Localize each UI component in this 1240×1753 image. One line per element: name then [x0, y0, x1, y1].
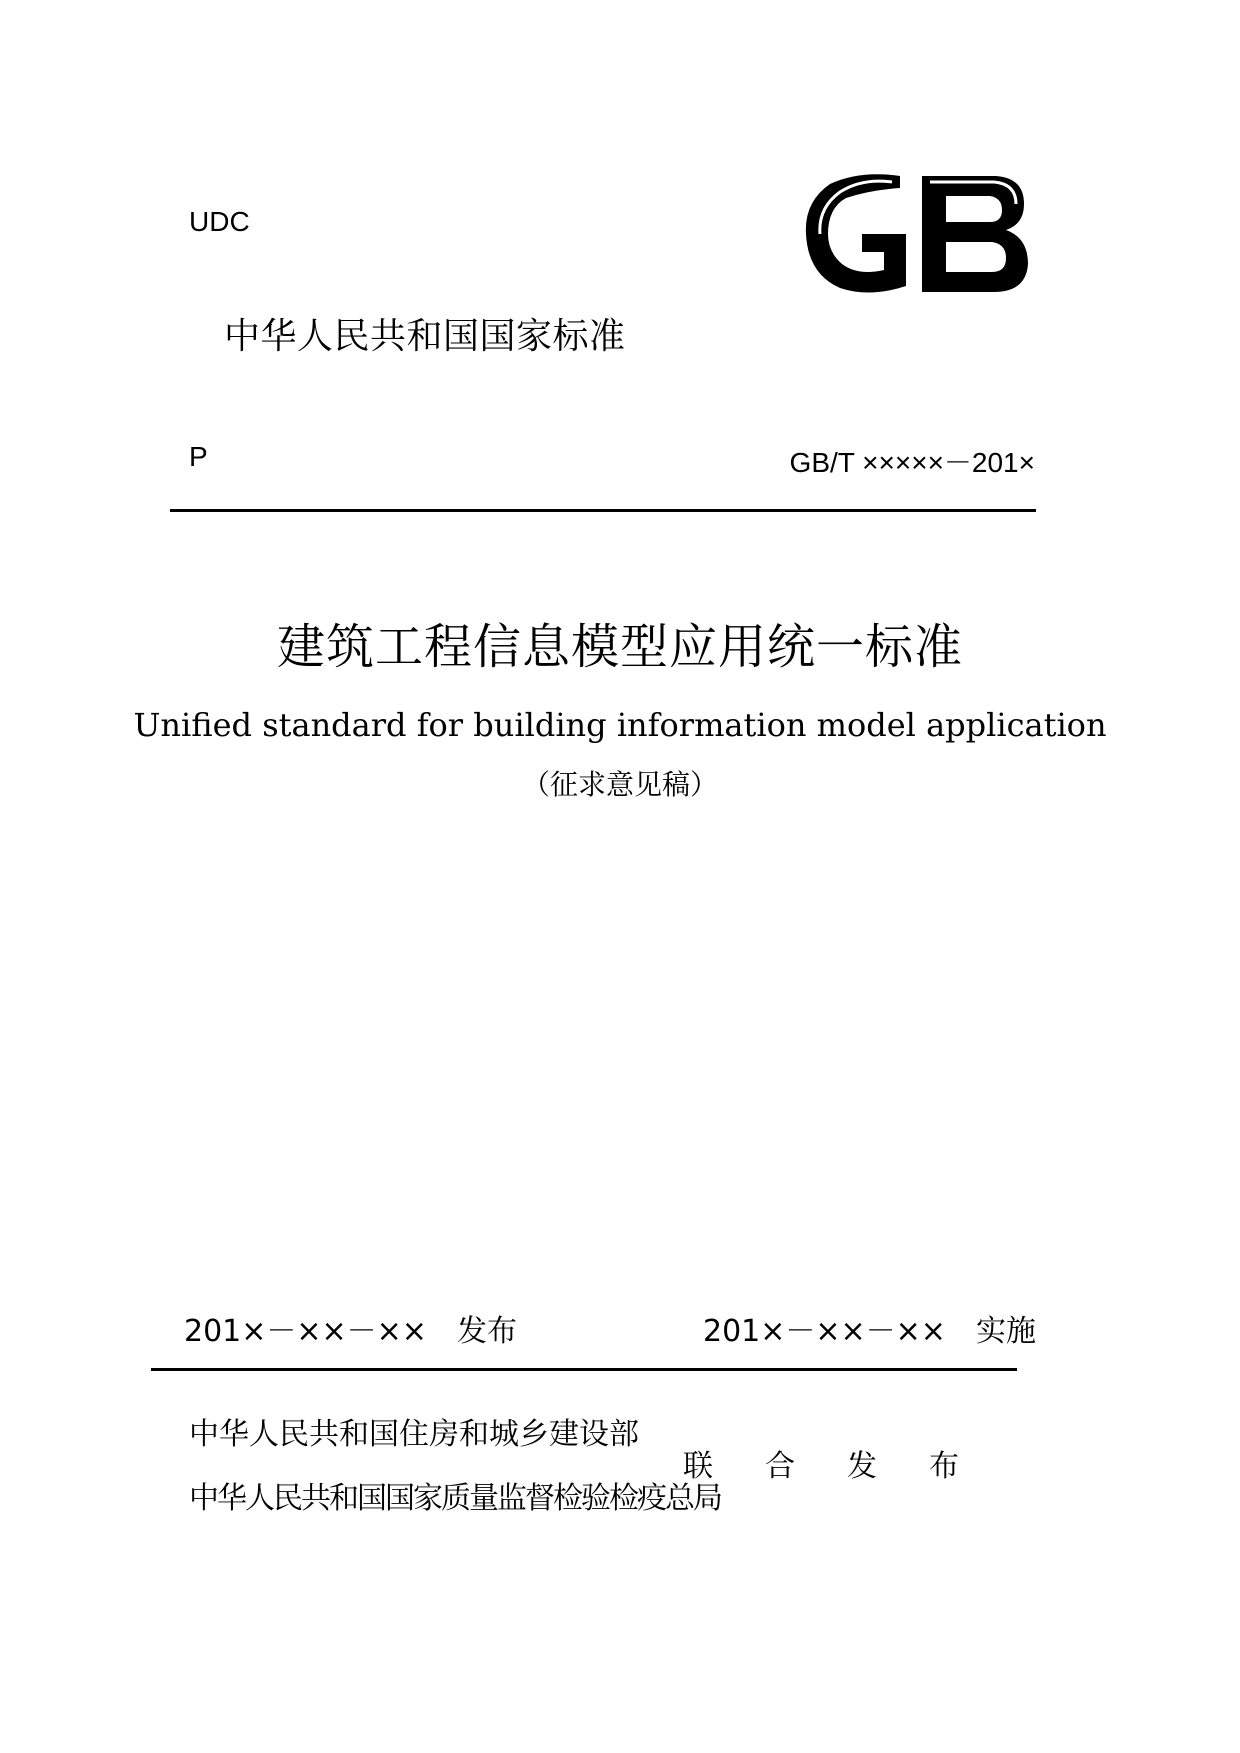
classification-category: P	[189, 441, 208, 472]
issuer-ministry: 中华人民共和国住房和城乡建设部	[189, 1417, 639, 1452]
top-divider	[170, 509, 1036, 512]
issuer-administration: 中华人民共和国国家质量监督检验检疫总局	[189, 1481, 721, 1516]
joint-issue-label: 联合发布	[683, 1449, 1011, 1484]
title-english: Unified standard for building information model application	[133, 706, 1107, 744]
gb-logo-b	[922, 176, 1028, 292]
title-chinese: 建筑工程信息模型应用统一标准	[276, 619, 963, 675]
national-standard-heading: 中华人民共和国国家标准	[224, 316, 626, 357]
bottom-divider	[151, 1368, 1017, 1371]
draft-note: （征求意见稿）	[521, 768, 718, 801]
gb-logo	[800, 168, 1032, 300]
publish-date: 201×－××－×× 发布	[184, 1314, 517, 1349]
udc-label: UDC	[189, 206, 250, 237]
standard-code: GB/T ×××××－201×	[789, 447, 1035, 478]
effective-date: 201×－××－×× 实施	[703, 1314, 1036, 1349]
gb-logo-g	[806, 174, 906, 292]
